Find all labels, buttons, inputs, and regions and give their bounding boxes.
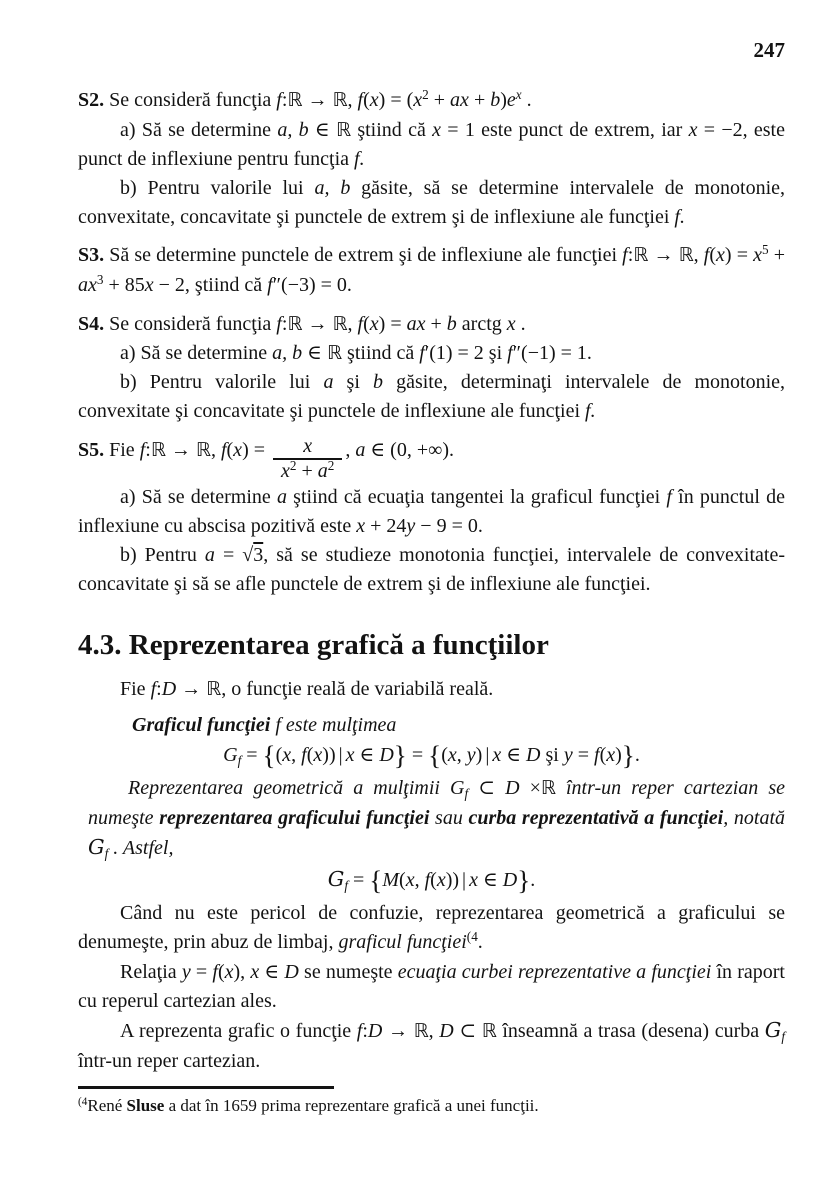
paragraph: A reprezenta grafic o funcţie f:D → ℝ, D ⊂ ℝ înseamnă a trasa (desena) curba $G_f$ într-un reper cartezian. — [78, 1018, 786, 1072]
definition-lead: Graficul funcţiei f este mulţimea — [132, 714, 397, 736]
page-number: 247 — [753, 38, 785, 62]
definition-paragraph: Reprezentarea geometrică a mulţimii $G_f$ ⊂ D ×ℝ într-un reper cartezian se numeşte reprezentarea graficului funcţiei sau curba reprezentativă a funcţiei, notată $G_f$ . Astfel, — [88, 777, 786, 862]
fraction: $\frac{x}{x^2 + a^2}$ — [273, 435, 342, 483]
paragraph: a) Să se determine a, b ∈ ℝ ştiind că f′(1) = 2 şi f″(−1) = 1. — [120, 342, 592, 364]
paragraph: b) Pentru valorile lui a şi b găsite, determinaţi intervalele de monotonie, convexitate şi concavitate şi punctele de inflexiune ale funcţiei f. — [78, 371, 785, 422]
paragraph: Fie f:D → ℝ, o funcţie reală de variabilă reală. — [120, 678, 494, 700]
paragraph: b) Pentru valorile lui a, b găsite, să se determine intervalele de monotonie, convexitate, concavitate şi punctele de extrem şi de inflexiune ale funcţiei f. — [78, 177, 786, 228]
paragraph: b) Pentru a = √3, să se studieze monotonia funcţiei, intervalele de convexitate-concavitate şi să se afle punctele de extrem şi de inflexiune ale funcţiei. — [78, 544, 785, 595]
paragraph: Relaţia y = f(x), x ∈ D se numeşte ecuaţia curbei reprezentative a funcţiei în raport cu reperul cartezian ales. — [78, 961, 785, 1012]
problem-paragraph: S3. Să se determine punctele de extrem şi de inflexiune ale funcţiei f:ℝ → ℝ, $f(x) = x^5 + ax^3 + 85x - 2$, ştiind că f″(−3) = 0. — [78, 242, 786, 296]
problem-paragraph: S5. Fie f:ℝ → ℝ, f(x) = $\frac{x}{x^2 + a^2}$ , a ∈ (0, +∞). — [78, 435, 455, 482]
section-heading: 4.3. Reprezentarea grafică a funcţiilor — [78, 629, 549, 661]
problem-paragraph: S4. Se consideră funcţia f:ℝ → ℝ, f(x) = ax + b arctg x . — [78, 313, 526, 335]
problem-paragraph: S2. Se consideră funcţia f:ℝ → ℝ, $f(x) = (x^2$ + ax + $b)e^x$ . — [78, 87, 532, 111]
formula-line: $G_f = \{(x$, f(x)) | x ∈ D} = {(x, y) | x ∈ D şi y = f(x)}. — [223, 740, 640, 771]
footnote-rule — [78, 1086, 334, 1089]
footnote-text: $^{(4}$René Sluse a dat în 1659 prima reprezentare grafică a unei funcţii. — [78, 1095, 539, 1115]
paragraph: Când nu este pericol de confuzie, reprezentarea geometrică a graficului se denumeşte, prin abuz de limbaj, graficul funcţiei$^{(4}$. — [78, 902, 785, 953]
paragraph: a) Să se determine a, b ∈ ℝ ştiind că x = 1 este punct de extrem, iar x = −2, este punct de inflexiune pentru funcţia f. — [78, 119, 785, 170]
footnote-area — [78, 1086, 785, 1119]
formula-line: $G_f = \{M(x$, f(x)) | x ∈ D}. — [327, 865, 536, 896]
paragraph: a) Să se determine a ştiind că ecuaţia tangentei la graficul funcţiei f în punctul de inflexiune cu abscisa pozitivă este x + 24y − 9 = 0. — [78, 486, 785, 537]
page-content — [78, 86, 785, 1076]
